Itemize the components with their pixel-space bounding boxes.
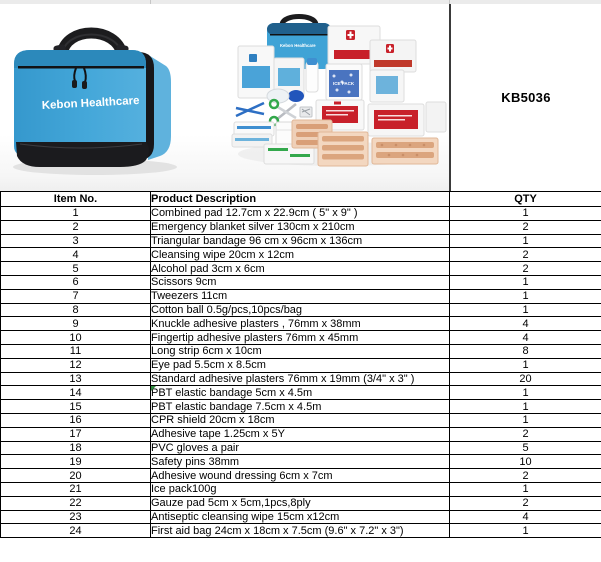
cell-comment-indicator-icon: [151, 386, 156, 391]
item-no-cell: 10: [1, 331, 151, 345]
table-row: [1, 427, 601, 441]
table-row: [1, 469, 601, 483]
description-cell: Triangular bandage 96 cm x 96cm x 136cm: [151, 234, 450, 248]
table-row: [1, 496, 601, 510]
qty-cell: 4: [450, 510, 601, 524]
item-no-cell: 18: [1, 441, 151, 455]
model-cell: [451, 4, 601, 191]
item-no-cell: 15: [1, 400, 151, 414]
spec-table-header: [1, 192, 601, 207]
qty-cell: 5: [450, 441, 601, 455]
sachet-red-logo: [370, 40, 416, 72]
item-no-cell: 17: [1, 427, 151, 441]
qty-cell: 2: [450, 469, 601, 483]
description-cell: Safety pins 38mm: [151, 455, 450, 469]
kit-contents-illustration: [230, 4, 449, 191]
qty-cell: 1: [450, 400, 601, 414]
description-cell: CPR shield 20cm x 18cm: [151, 413, 450, 427]
item-no-cell: 23: [1, 510, 151, 524]
plaster-sheet-wide: [372, 138, 438, 164]
table-row: [1, 234, 601, 248]
qty-cell: 1: [450, 234, 601, 248]
qty-cell: 2: [450, 496, 601, 510]
description-cell: First aid bag 24cm x 18cm x 7.5cm (9.6" x 7.2" x 3"): [151, 524, 450, 538]
description-cell: Cotton ball 0.5g/pcs,10pcs/bag: [151, 303, 450, 317]
qty-cell: 1: [450, 289, 601, 303]
item-no-cell: 11: [1, 344, 151, 358]
table-row: [1, 358, 601, 372]
qty-cell: 4: [450, 331, 601, 345]
model-number: KB5036: [501, 90, 551, 105]
table-row: [1, 400, 601, 414]
item-no-cell: 16: [1, 413, 151, 427]
item-no-cell: 6: [1, 275, 151, 289]
item-no-cell: 21: [1, 482, 151, 496]
qty-cell: 10: [450, 455, 601, 469]
qty-cell: 1: [450, 275, 601, 289]
description-cell: Antiseptic cleansing wipe 15cm x12cm: [151, 510, 450, 524]
table-row: [1, 248, 601, 262]
item-no-cell: 22: [1, 496, 151, 510]
qty-cell: 1: [450, 413, 601, 427]
safety-pins: [300, 107, 312, 117]
description-cell: Standard adhesive plasters 76mm x 19mm (3/4" x 3" ): [151, 372, 450, 386]
item-no-cell: 1: [1, 207, 151, 221]
item-no-cell: 8: [1, 303, 151, 317]
table-row: [1, 344, 601, 358]
table-row: [1, 207, 601, 221]
description-cell: PBT elastic bandage 5cm x 4.5m: [151, 386, 450, 400]
table-row: [1, 482, 601, 496]
table-row: [1, 413, 601, 427]
qty-cell: 8: [450, 344, 601, 358]
item-no-cell: 24: [1, 524, 151, 538]
table-row: [1, 289, 601, 303]
closed-bag-illustration: [0, 4, 230, 191]
item-no-cell: 20: [1, 469, 151, 483]
ointment-tube: [306, 58, 318, 92]
item-no-cell: 19: [1, 455, 151, 469]
spec-table-body: [1, 207, 601, 538]
description-cell: Eye pad 5.5cm x 8.5cm: [151, 358, 450, 372]
dressing-packet: [370, 70, 404, 102]
table-row: [1, 275, 601, 289]
gauze-packet: [238, 46, 274, 98]
qty-cell: 1: [450, 524, 601, 538]
item-no-cell: 5: [1, 262, 151, 276]
product-photo-kit-contents: [230, 4, 449, 191]
description-cell: Combined pad 12.7cm x 22.9cm ( 5" x 9" ): [151, 207, 450, 221]
qty-cell: 2: [450, 262, 601, 276]
tweezers: [236, 103, 264, 116]
qty-cell: 2: [450, 427, 601, 441]
table-row: [1, 331, 601, 345]
table-row: [1, 317, 601, 331]
qty-cell: 1: [450, 482, 601, 496]
description-cell: Long strip 6cm x 10cm: [151, 344, 450, 358]
description-cell: Adhesive tape 1.25cm x 5Y: [151, 427, 450, 441]
description-cell: Emergency blanket silver 130cm x 210cm: [151, 220, 450, 234]
plaster-sheet-large: [318, 132, 368, 166]
qty-cell: 20: [450, 372, 601, 386]
item-no-cell: 9: [1, 317, 151, 331]
description-cell: Alcohol pad 3cm x 6cm: [151, 262, 450, 276]
table-row: [1, 441, 601, 455]
column-header-item-no: Item No.: [1, 192, 151, 207]
item-no-cell: 2: [1, 220, 151, 234]
spec-table: [0, 191, 601, 538]
qty-cell: 4: [450, 317, 601, 331]
qty-cell: 1: [450, 303, 601, 317]
sachet-plain: [426, 102, 446, 132]
table-row: [1, 303, 601, 317]
table-row: [1, 386, 601, 400]
description-cell: Ice pack100g: [151, 482, 450, 496]
wipe-packets: [232, 122, 274, 147]
product-photos: [0, 4, 449, 191]
item-no-cell: 14: [1, 386, 151, 400]
column-header-qty: QTY: [450, 192, 601, 207]
ice-pack-text: ICE PACK: [333, 81, 355, 86]
item-no-cell: 7: [1, 289, 151, 303]
item-no-cell: 13: [1, 372, 151, 386]
description-cell: Knuckle adhesive plasters , 76mm x 38mm: [151, 317, 450, 331]
column-header-description: Product Description: [151, 192, 450, 207]
bag-brand-text: Kebon Healthcare: [41, 94, 140, 112]
product-photo-closed-bag: [0, 4, 230, 191]
qty-cell: 1: [450, 386, 601, 400]
sachet-red-label: [368, 104, 424, 136]
description-cell: Adhesive wound dressing 6cm x 7cm: [151, 469, 450, 483]
qty-cell: 1: [450, 358, 601, 372]
small-bag-brand-text: Kebon Healthcare: [280, 43, 316, 48]
qty-cell: 2: [450, 248, 601, 262]
ice-pack: [326, 64, 362, 100]
description-cell: PBT elastic bandage 7.5cm x 4.5m: [151, 400, 450, 414]
item-no-cell: 4: [1, 248, 151, 262]
item-no-cell: 12: [1, 358, 151, 372]
description-cell: PVC gloves a pair: [151, 441, 450, 455]
header-row: [1, 192, 601, 207]
table-row: [1, 455, 601, 469]
description-cell: Tweezers 11cm: [151, 289, 450, 303]
description-cell: Scissors 9cm: [151, 275, 450, 289]
table-row: [1, 372, 601, 386]
table-row: [1, 262, 601, 276]
bag-zipper: [18, 66, 144, 69]
table-row: [1, 220, 601, 234]
description-cell: Fingertip adhesive plasters 76mm x 45mm: [151, 331, 450, 345]
description-cell: Cleansing wipe 20cm x 12cm: [151, 248, 450, 262]
ear-syringe: [288, 90, 304, 102]
item-no-cell: 3: [1, 234, 151, 248]
table-row: [1, 524, 601, 538]
qty-cell: 1: [450, 207, 601, 221]
qty-cell: 2: [450, 220, 601, 234]
description-cell: Gauze pad 5cm x 5cm,1pcs,8ply: [151, 496, 450, 510]
table-row: [1, 510, 601, 524]
